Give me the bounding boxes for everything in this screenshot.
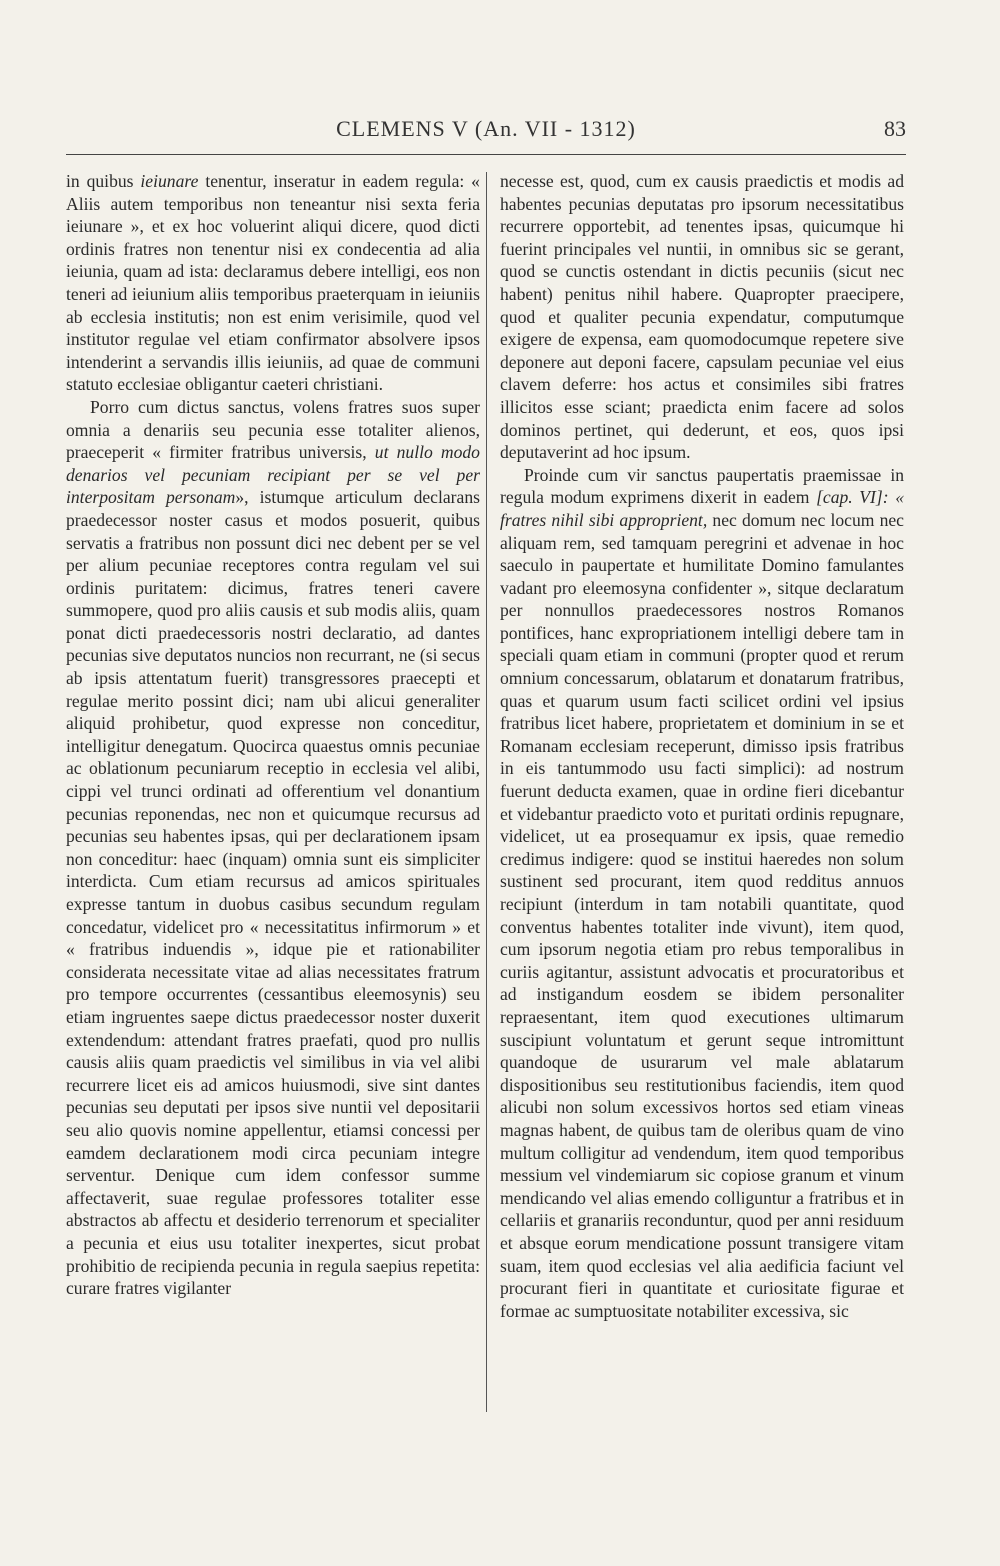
- text-run: Proinde cum vir sanctus paupertatis praemissae in regula modum exprimens dixerit in eadem: [500, 464, 904, 508]
- italic-run: [cap. VI]: « fratres nihil sibi approprient,: [500, 487, 904, 530]
- page-header: [66, 116, 906, 146]
- text-run: in quibus: [66, 171, 134, 191]
- text-run: nec domum nec locum nec aliquam rem, sed tamquam peregrini et advenae in hoc saeculo in paupertate et humilitate Domino famulantes vadant pro eleemosyna confidenter », sitque declaratum per nonnullos praedecessores nostros Romanos pontifices, hanc expropriationem intelligi debere tam in speciali quam etiam in communi (propter quod et rerum omnium concessarum, oblatarum et donatarum fratribus, quas et quarum usum facti scilicet ordini vel ipsius fratribus licet habere, proprietatem et dominium in se et Romanam ecclesiam receperunt, dimisso ipsis fratribus in eis tantummodo usu facti simplici): ad nostrum fuerunt deducta examen, quae in ordine fieri dicebantur et videbantur praedicto voto et puritati ordinis repugnare, videlicet, ut ea prosequamur ex ipsis, quae remedio credimus indigere: quod se institui haeredes non solum sustinent sed procurant, item quod redditus annuos recipiunt (interdum in tam notabili quantitate, quod conventus habentes totaliter inde vivunt), item quod, cum ipsorum negotia etiam pro rebus temporalibus in curiis agitantur, assistunt advocatis et procuratoribus et ad instigandum eosdem se ibidem personaliter repraesentant, item quod executiones ultimarum suscipiunt voluntatum et gerunt seque intromittunt quandoque de usurarum vel male ablatarum dispositionibus seu restitutionibus faciendis, item quod alicubi non solum excessivos hortos sed etiam vineas magnas habent, de quibus tam de oleribus quam de vino multum colligitur ad vendendum, item quod temporibus messium vel vindemiarum sic copiose granum et vinum mendicando vel alias emendo colliguntur a fratribus et in cellariis et granariis reconduntur, quod per anni residuum et absque eorum mendicatione possunt transigere vitam suam, item quod ecclesias vel alia aedificia faciunt vel procurant fieri in quantitate et curiositate figurae et formae ac sumptuositate notabiliter excessiva, sic: [500, 509, 904, 1321]
- page-number: 83: [884, 116, 906, 141]
- running-title: CLEMENS V (An. VII - 1312): [336, 116, 636, 141]
- paragraph: [500, 464, 904, 1323]
- left-column: [66, 170, 480, 1300]
- italic-run: ut nullo modo denarios vel pecuniam recipiant per se vel per interpositam personam: [66, 442, 480, 508]
- header-rule: [66, 154, 906, 155]
- paragraph: [66, 396, 480, 1300]
- right-column: [500, 170, 904, 1322]
- paragraph: [66, 170, 480, 396]
- text-run: », istumque articulum declarans praedecessor noster casus et modos posuerit, quibus servatis a fratribus non possunt dici nec debent per se vel per alium pecuniae receptores contra regulam vel sui ordinis puritatem: dicimus, fratres teneri cavere summopere, quod pro aliis causis et sub modis aliis, quam ponat dicti praedecessoris nostri declaratio, ad dantes pecunias sive deputatos nuncios non recurrant, ne (si secus ab ipsis attentatum fuerit) transgressores praecepti et regulae merito possint dici; nam ubi alicui generaliter aliquid prohibetur, quod expresse non conceditur, intelligitur denegatum. Quocirca quaestus omnis pecuniae ac oblationum pecuniarum receptio in ecclesia vel alibi, cippi vel trunci ordinati ad offerentium vel donantium pecunias reponendas, nec non et quicumque recursus ad pecunias seu habentes ipsas, qui per declarationem ipsam non conceditur: haec (inquam) omnia sunt eis simpliciter interdicta. Cum etiam recursus ad amicos spirituales expresse tantum in duobus casibus secundum regulam concedatur, videlicet pro « necessitatitus infirmorum » et « fratribus induendis », idque pie et rationabiliter considerata necessitate vitae ad alias necessitates fratrum pro tempore occurrentes (cessantibus eleemosynis) seu etiam ingruentes saepe dictus praedecessor noster duxerit extendendum: attendant fratres praefati, quod pro nullis causis aliis quam praedictis vel similibus in via vel alibi recurrere licet eis ad amicos huiusmodi, sive sint dantes pecunias seu deputati per ipsos sive nuntii vel depositarii seu alio quovis nomine appellentur, etiamsi concessi per eamdem declarationem modi circa pecuniam integre serventur. Denique cum idem confessor summe affectaverit, suae regulae professores totaliter esse abstractos ab affectu et desiderio terrenorum et specialiter a pecunia et eius usu totaliter inexpertes, sicut probat prohibitio de recipienda pecunia in regula saepius repetita: curare fratres vigilanter: [66, 487, 480, 1299]
- column-divider: [486, 172, 487, 1412]
- italic-run: ieiunare: [140, 171, 199, 191]
- paragraph: necesse est, quod, cum ex causis praedictis et modis ad habentes pecunias deputatas pro ipsorum necessitatibus recurrere opportebit, ad tenentes ipsas, quicumque hi fuerint principales vel nuntii, in omnibus sic se gerant, quod se cunctis ostendant in dictis pecuniis (sicut nec habent) penitus nihil habere. Quapropter praecipere, quod et qualiter pecunia expendatur, computumque exigere de expensa, eam quomodocumque repetere sive deponere aut deponi facere, capsulam pecuniae vel eius clavem deferre: hos actus et consimiles sibi fratres illicitos esse sciant; praedicta enim facere ad solos dominos pertinet, qui dederunt, et eos, quos ipsi deputaverint ad hoc ipsum.: [500, 171, 904, 463]
- text-run: tenentur, inseratur in eadem regula: « Aliis autem temporibus non teneantur nisi sexta feria ieiunare », et ex hoc voluerint aliqui dicere, quod dicti ordinis fratres non tenentur nisi ex condecentia ad alia ieiunia, quam ad ista: declaramus debere intelligi, eos non teneri ad ieiunium aliis temporibus praeterquam in ieiuniis ab ecclesia institutis; non est enim verisimile, quod vel institutor regulae vel etiam confirmator absolvere ipsos intenderint a servandis illis ieiuniis, ad quae de communi statuto ecclesiae obligantur caeteri christiani.: [66, 171, 480, 395]
- text-run: Porro cum dictus sanctus, volens fratres suos super omnia a denariis seu pecunia esse totaliter alienos, praeceperit « firmiter fratribus universis,: [66, 396, 480, 463]
